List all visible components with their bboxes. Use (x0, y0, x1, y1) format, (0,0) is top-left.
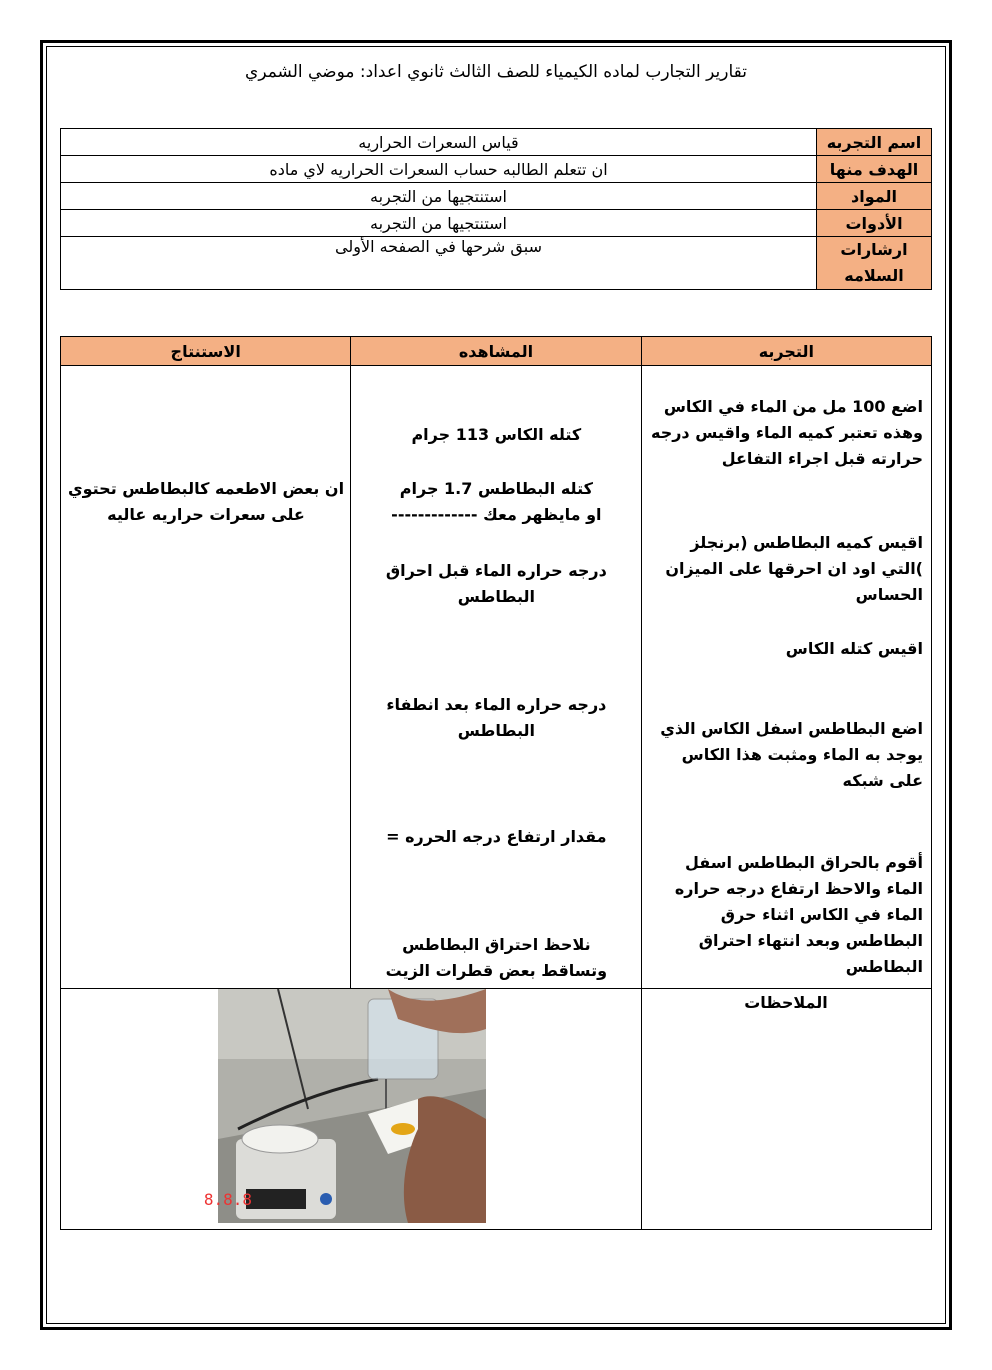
observation-item: نلاحظ احتراق البطاطس وتساقط بعض قطرات الزيت (385, 935, 608, 980)
info-label: المواد (817, 183, 932, 210)
observation-item: او مايظهر معك ------------- (391, 505, 602, 524)
info-row (61, 237, 932, 290)
experiment-step: اضع البطاطس اسفل الكاس الذي يوجد به الماء ومثبت هذا الكاس على شبكه (660, 719, 923, 790)
page-title: تقارير التجارب لماده الكيمياء للصف الثالث ثانوي اعداد: موضي الشمري (245, 62, 747, 82)
experiment-step: اقيس كميه البطاطس (برنجلز )التي اود ان احرقها على الميزان الحساس (665, 533, 923, 604)
conclusion-column (61, 366, 351, 989)
notes-cell (641, 989, 931, 1230)
info-value: سبق شرحها في الصفحه الأولى (61, 237, 817, 290)
info-row (61, 129, 932, 156)
info-label: ارشارات السلامه (817, 237, 932, 290)
info-label: الأدوات (817, 210, 932, 237)
conclusion-text: ان بعض الاطعمه كالبطاطس تحتوي على سعرات حراريه عاليه (67, 479, 345, 524)
observation-item: مقدار ارتفاع درجه الحرره = (386, 827, 607, 846)
experiment-column (641, 366, 931, 989)
info-label: اسم التجربه (817, 129, 932, 156)
info-value: استنتجيها من التجربه (61, 183, 817, 210)
experiment-photo (203, 989, 486, 1223)
balance-display-readout: 8.8.8 (203, 1190, 252, 1209)
photo-cell (61, 989, 642, 1230)
experiment-step: اقيس كتله الكاس (785, 639, 923, 658)
experiment-step: أقوم بالحراق البطاطس اسفل الماء والاحظ ارتفاع درجه حراره الماء في الكاس اثناء حرق البطاطس وبعد انتهاء احتراق البطاطس (674, 853, 923, 976)
observation-column (351, 366, 641, 989)
info-row (61, 156, 932, 183)
header-observation: المشاهده (351, 337, 641, 366)
experiment-step: اضع 100 مل من الماء في الكاس وهذه تعتبر كميه الماء واقيس درجه حرارته قبل اجراء التفاعل (650, 397, 923, 468)
info-table (60, 128, 932, 290)
info-label: الهدف منها (817, 156, 932, 183)
observation-item: كتله الكاس 113 جرام (411, 425, 582, 444)
notes-label: الملاحظات (744, 993, 828, 1012)
info-value: استنتجيها من التجربه (61, 210, 817, 237)
experiment-table (60, 336, 932, 1230)
info-row (61, 183, 932, 210)
observation-item: درجه حراره الماء بعد انطفاء البطاطس (386, 695, 607, 740)
experiment-photo-illustration (203, 989, 486, 1223)
header-conclusion: الاستنتاج (61, 337, 351, 366)
observation-item: درجه حراره الماء قبل احراق البطاطس (385, 561, 607, 606)
info-value: قياس السعرات الحراريه (61, 129, 817, 156)
header-experiment: التجربه (641, 337, 931, 366)
info-row (61, 210, 932, 237)
info-value: ان تتعلم الطالبه حساب السعرات الحراريه لاي ماده (61, 156, 817, 183)
observation-item: كتله البطاطس 1.7 جرام (399, 479, 593, 498)
